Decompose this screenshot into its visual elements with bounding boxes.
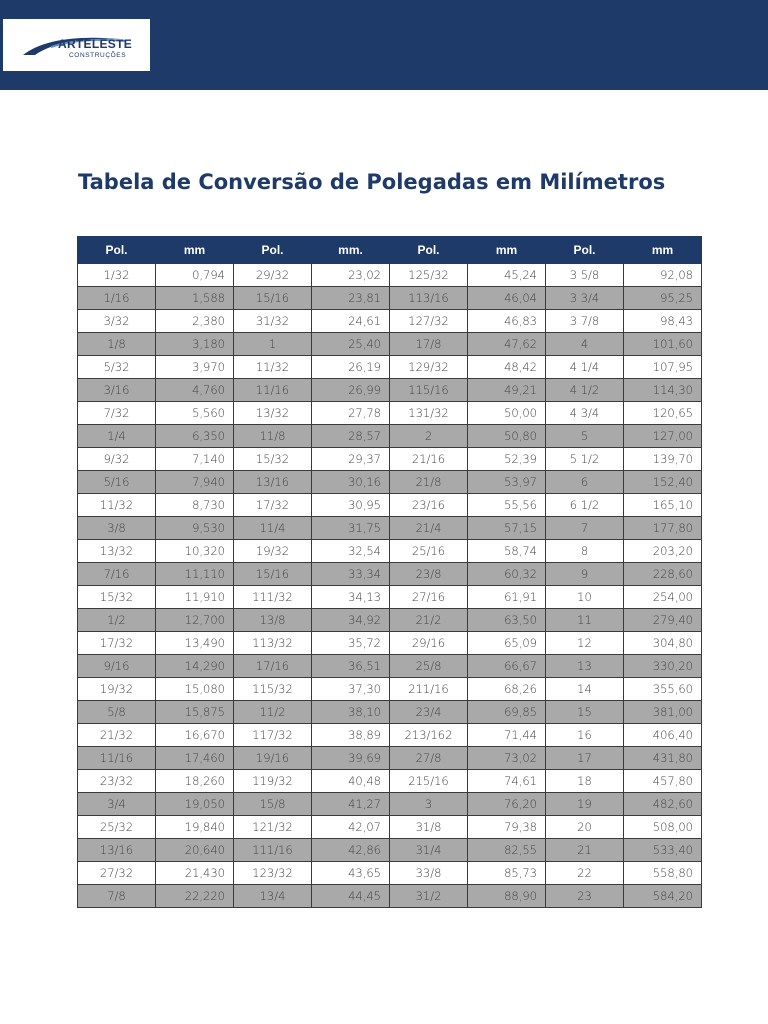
mm-cell: 20,640 (156, 839, 234, 862)
inch-cell: 3 3/4 (546, 287, 624, 310)
logo-wordmark: ARTELESTE (58, 37, 133, 51)
mm-cell: 58,74 (468, 540, 546, 563)
inch-cell: 13/16 (234, 471, 312, 494)
column-header: Pol. (234, 237, 312, 264)
mm-cell: 34,13 (312, 586, 390, 609)
mm-cell: 19,840 (156, 816, 234, 839)
inch-cell: 19 (546, 793, 624, 816)
inch-cell: 1/16 (78, 287, 156, 310)
inch-cell: 113/32 (234, 632, 312, 655)
inch-cell: 17/16 (234, 655, 312, 678)
inch-cell: 15/16 (234, 563, 312, 586)
mm-cell: 9,530 (156, 517, 234, 540)
table-row (78, 310, 702, 333)
mm-cell: 8,730 (156, 494, 234, 517)
inch-cell: 15/8 (234, 793, 312, 816)
mm-cell: 17,460 (156, 747, 234, 770)
inch-cell: 119/32 (234, 770, 312, 793)
inch-cell: 31/2 (390, 885, 468, 908)
table-row (78, 655, 702, 678)
inch-cell: 23/32 (78, 770, 156, 793)
mm-cell: 48,42 (468, 356, 546, 379)
inch-cell: 213/162 (390, 724, 468, 747)
mm-cell: 85,73 (468, 862, 546, 885)
table-row (78, 379, 702, 402)
mm-cell: 3,970 (156, 356, 234, 379)
inch-cell: 16 (546, 724, 624, 747)
inch-cell: 25/8 (390, 655, 468, 678)
inch-cell: 10 (546, 586, 624, 609)
mm-cell: 76,20 (468, 793, 546, 816)
table-row (78, 517, 702, 540)
header-band (0, 0, 768, 90)
mm-cell: 31,75 (312, 517, 390, 540)
inch-cell: 11/16 (78, 747, 156, 770)
mm-cell: 26,19 (312, 356, 390, 379)
mm-cell: 457,80 (624, 770, 702, 793)
mm-cell: 30,95 (312, 494, 390, 517)
mm-cell: 381,00 (624, 701, 702, 724)
inch-cell: 17/32 (234, 494, 312, 517)
mm-cell: 165,10 (624, 494, 702, 517)
table-row (78, 793, 702, 816)
mm-cell: 23,02 (312, 264, 390, 287)
inch-cell: 21/16 (390, 448, 468, 471)
mm-cell: 11,110 (156, 563, 234, 586)
mm-cell: 46,83 (468, 310, 546, 333)
inch-cell: 3/32 (78, 310, 156, 333)
mm-cell: 101,60 (624, 333, 702, 356)
mm-cell: 34,92 (312, 609, 390, 632)
inch-cell: 117/32 (234, 724, 312, 747)
table-row (78, 724, 702, 747)
mm-cell: 304,80 (624, 632, 702, 655)
inch-cell: 7/8 (78, 885, 156, 908)
mm-cell: 66,67 (468, 655, 546, 678)
table-row (78, 747, 702, 770)
mm-cell: 533,40 (624, 839, 702, 862)
inch-cell: 3 7/8 (546, 310, 624, 333)
inch-cell: 1/8 (78, 333, 156, 356)
mm-cell: 45,24 (468, 264, 546, 287)
inch-cell: 1/32 (78, 264, 156, 287)
mm-cell: 12,700 (156, 609, 234, 632)
mm-cell: 46,04 (468, 287, 546, 310)
mm-cell: 24,61 (312, 310, 390, 333)
inch-cell: 25/16 (390, 540, 468, 563)
inch-cell: 21/2 (390, 609, 468, 632)
mm-cell: 15,875 (156, 701, 234, 724)
inch-cell: 1/4 (78, 425, 156, 448)
table-row (78, 862, 702, 885)
inch-cell: 13 (546, 655, 624, 678)
inch-cell: 27/8 (390, 747, 468, 770)
inch-cell: 21 (546, 839, 624, 862)
mm-cell: 73,02 (468, 747, 546, 770)
mm-cell: 114,30 (624, 379, 702, 402)
mm-cell: 52,39 (468, 448, 546, 471)
inch-cell: 14 (546, 678, 624, 701)
inch-cell: 23/4 (390, 701, 468, 724)
inch-cell: 1 (234, 333, 312, 356)
table-row (78, 471, 702, 494)
inch-cell: 11/32 (234, 356, 312, 379)
inch-cell: 19/32 (78, 678, 156, 701)
column-header: mm (624, 237, 702, 264)
mm-cell: 11,910 (156, 586, 234, 609)
inch-cell: 5/16 (78, 471, 156, 494)
inch-cell: 211/16 (390, 678, 468, 701)
mm-cell: 28,57 (312, 425, 390, 448)
mm-cell: 13,490 (156, 632, 234, 655)
mm-cell: 127,00 (624, 425, 702, 448)
mm-cell: 27,78 (312, 402, 390, 425)
inch-cell: 5 (546, 425, 624, 448)
inch-cell: 11/4 (234, 517, 312, 540)
inch-cell: 131/32 (390, 402, 468, 425)
mm-cell: 279,40 (624, 609, 702, 632)
mm-cell: 355,60 (624, 678, 702, 701)
logo (3, 19, 150, 71)
inch-cell: 11/32 (78, 494, 156, 517)
inch-cell: 23 (546, 885, 624, 908)
mm-cell: 47,62 (468, 333, 546, 356)
mm-cell: 330,20 (624, 655, 702, 678)
inch-cell: 18 (546, 770, 624, 793)
inch-cell: 4 3/4 (546, 402, 624, 425)
mm-cell: 63,50 (468, 609, 546, 632)
mm-cell: 42,86 (312, 839, 390, 862)
inch-cell: 9/32 (78, 448, 156, 471)
mm-cell: 228,60 (624, 563, 702, 586)
mm-cell: 38,89 (312, 724, 390, 747)
mm-cell: 42,07 (312, 816, 390, 839)
mm-cell: 431,80 (624, 747, 702, 770)
inch-cell: 4 1/4 (546, 356, 624, 379)
mm-cell: 14,290 (156, 655, 234, 678)
inch-cell: 7/16 (78, 563, 156, 586)
mm-cell: 254,00 (624, 586, 702, 609)
inch-cell: 8 (546, 540, 624, 563)
inch-cell: 22 (546, 862, 624, 885)
table-row (78, 839, 702, 862)
inch-cell: 23/8 (390, 563, 468, 586)
table-row (78, 402, 702, 425)
mm-cell: 50,00 (468, 402, 546, 425)
table-row (78, 540, 702, 563)
inch-cell: 3/8 (78, 517, 156, 540)
mm-cell: 107,95 (624, 356, 702, 379)
mm-cell: 98,43 (624, 310, 702, 333)
table-row (78, 609, 702, 632)
mm-cell: 19,050 (156, 793, 234, 816)
inch-cell: 33/8 (390, 862, 468, 885)
mm-cell: 88,90 (468, 885, 546, 908)
mm-cell: 120,65 (624, 402, 702, 425)
inch-cell: 7 (546, 517, 624, 540)
inch-cell: 5/32 (78, 356, 156, 379)
inch-cell: 31/8 (390, 816, 468, 839)
inch-cell: 127/32 (390, 310, 468, 333)
mm-cell: 68,26 (468, 678, 546, 701)
inch-cell: 9/16 (78, 655, 156, 678)
inch-cell: 11/8 (234, 425, 312, 448)
inch-cell: 3 5/8 (546, 264, 624, 287)
mm-cell: 74,61 (468, 770, 546, 793)
mm-cell: 43,65 (312, 862, 390, 885)
table-row (78, 287, 702, 310)
mm-cell: 79,38 (468, 816, 546, 839)
mm-cell: 7,940 (156, 471, 234, 494)
inch-cell: 17/8 (390, 333, 468, 356)
table-row (78, 425, 702, 448)
mm-cell: 95,25 (624, 287, 702, 310)
inch-cell: 15 (546, 701, 624, 724)
inch-cell: 11/2 (234, 701, 312, 724)
inch-cell: 15/16 (234, 287, 312, 310)
table-row (78, 448, 702, 471)
inch-cell: 115/32 (234, 678, 312, 701)
mm-cell: 25,40 (312, 333, 390, 356)
column-header: Pol. (546, 237, 624, 264)
inch-cell: 25/32 (78, 816, 156, 839)
mm-cell: 69,85 (468, 701, 546, 724)
inch-cell: 21/4 (390, 517, 468, 540)
mm-cell: 92,08 (624, 264, 702, 287)
mm-cell: 2,380 (156, 310, 234, 333)
inch-cell: 3/16 (78, 379, 156, 402)
inch-cell: 11/16 (234, 379, 312, 402)
column-header: mm (156, 237, 234, 264)
mm-cell: 29,37 (312, 448, 390, 471)
mm-cell: 6,350 (156, 425, 234, 448)
mm-cell: 584,20 (624, 885, 702, 908)
inch-cell: 111/16 (234, 839, 312, 862)
inch-cell: 5 1/2 (546, 448, 624, 471)
inch-cell: 29/16 (390, 632, 468, 655)
mm-cell: 57,15 (468, 517, 546, 540)
mm-cell: 16,670 (156, 724, 234, 747)
inch-cell: 129/32 (390, 356, 468, 379)
conversion-table (77, 236, 702, 908)
mm-cell: 482,60 (624, 793, 702, 816)
mm-cell: 203,20 (624, 540, 702, 563)
inch-cell: 113/16 (390, 287, 468, 310)
mm-cell: 41,27 (312, 793, 390, 816)
inch-cell: 13/32 (78, 540, 156, 563)
mm-cell: 50,80 (468, 425, 546, 448)
mm-cell: 23,81 (312, 287, 390, 310)
inch-cell: 13/32 (234, 402, 312, 425)
mm-cell: 26,99 (312, 379, 390, 402)
inch-cell: 13/4 (234, 885, 312, 908)
inch-cell: 27/32 (78, 862, 156, 885)
mm-cell: 152,40 (624, 471, 702, 494)
mm-cell: 61,91 (468, 586, 546, 609)
inch-cell: 29/32 (234, 264, 312, 287)
mm-cell: 30,16 (312, 471, 390, 494)
mm-cell: 139,70 (624, 448, 702, 471)
inch-cell: 31/4 (390, 839, 468, 862)
inch-cell: 11 (546, 609, 624, 632)
column-header: Pol. (390, 237, 468, 264)
mm-cell: 10,320 (156, 540, 234, 563)
inch-cell: 13/16 (78, 839, 156, 862)
table-row (78, 586, 702, 609)
inch-cell: 6 (546, 471, 624, 494)
inch-cell: 125/32 (390, 264, 468, 287)
inch-cell: 123/32 (234, 862, 312, 885)
inch-cell: 15/32 (234, 448, 312, 471)
inch-cell: 17/32 (78, 632, 156, 655)
mm-cell: 82,55 (468, 839, 546, 862)
mm-cell: 36,51 (312, 655, 390, 678)
table-row (78, 816, 702, 839)
inch-cell: 7/32 (78, 402, 156, 425)
inch-cell: 20 (546, 816, 624, 839)
inch-cell: 4 (546, 333, 624, 356)
column-header: Pol. (78, 237, 156, 264)
mm-cell: 558,80 (624, 862, 702, 885)
table-header-row (78, 237, 702, 264)
inch-cell: 5/8 (78, 701, 156, 724)
inch-cell: 4 1/2 (546, 379, 624, 402)
mm-cell: 5,560 (156, 402, 234, 425)
mm-cell: 35,72 (312, 632, 390, 655)
inch-cell: 2 (390, 425, 468, 448)
inch-cell: 111/32 (234, 586, 312, 609)
mm-cell: 406,40 (624, 724, 702, 747)
table-row (78, 494, 702, 517)
inch-cell: 13/8 (234, 609, 312, 632)
mm-cell: 40,48 (312, 770, 390, 793)
table-row (78, 563, 702, 586)
mm-cell: 4,760 (156, 379, 234, 402)
table-row (78, 356, 702, 379)
inch-cell: 19/16 (234, 747, 312, 770)
mm-cell: 18,260 (156, 770, 234, 793)
inch-cell: 17 (546, 747, 624, 770)
mm-cell: 37,30 (312, 678, 390, 701)
table-row (78, 264, 702, 287)
mm-cell: 60,32 (468, 563, 546, 586)
table-row (78, 701, 702, 724)
mm-cell: 0,794 (156, 264, 234, 287)
mm-cell: 15,080 (156, 678, 234, 701)
inch-cell: 215/16 (390, 770, 468, 793)
page-title: Tabela de Conversão de Polegadas em Milímetros (78, 170, 666, 194)
table-row (78, 632, 702, 655)
column-header: mm (468, 237, 546, 264)
inch-cell: 9 (546, 563, 624, 586)
mm-cell: 177,80 (624, 517, 702, 540)
table-body (78, 264, 702, 908)
table-row (78, 678, 702, 701)
mm-cell: 33,34 (312, 563, 390, 586)
mm-cell: 44,45 (312, 885, 390, 908)
mm-cell: 55,56 (468, 494, 546, 517)
inch-cell: 121/32 (234, 816, 312, 839)
logo-subtitle: CONSTRUÇÕES (69, 52, 127, 59)
mm-cell: 71,44 (468, 724, 546, 747)
inch-cell: 21/32 (78, 724, 156, 747)
mm-cell: 22,220 (156, 885, 234, 908)
mm-cell: 49,21 (468, 379, 546, 402)
table-row (78, 333, 702, 356)
mm-cell: 21,430 (156, 862, 234, 885)
inch-cell: 21/8 (390, 471, 468, 494)
mm-cell: 32,54 (312, 540, 390, 563)
mm-cell: 1,588 (156, 287, 234, 310)
inch-cell: 27/16 (390, 586, 468, 609)
mm-cell: 3,180 (156, 333, 234, 356)
table-row (78, 770, 702, 793)
mm-cell: 65,09 (468, 632, 546, 655)
mm-cell: 38,10 (312, 701, 390, 724)
table-row (78, 885, 702, 908)
column-header: mm. (312, 237, 390, 264)
inch-cell: 15/32 (78, 586, 156, 609)
inch-cell: 23/16 (390, 494, 468, 517)
inch-cell: 12 (546, 632, 624, 655)
inch-cell: 6 1/2 (546, 494, 624, 517)
mm-cell: 53,97 (468, 471, 546, 494)
inch-cell: 3 (390, 793, 468, 816)
inch-cell: 3/4 (78, 793, 156, 816)
inch-cell: 1/2 (78, 609, 156, 632)
mm-cell: 508,00 (624, 816, 702, 839)
mm-cell: 39,69 (312, 747, 390, 770)
inch-cell: 31/32 (234, 310, 312, 333)
inch-cell: 19/32 (234, 540, 312, 563)
mm-cell: 7,140 (156, 448, 234, 471)
inch-cell: 115/16 (390, 379, 468, 402)
